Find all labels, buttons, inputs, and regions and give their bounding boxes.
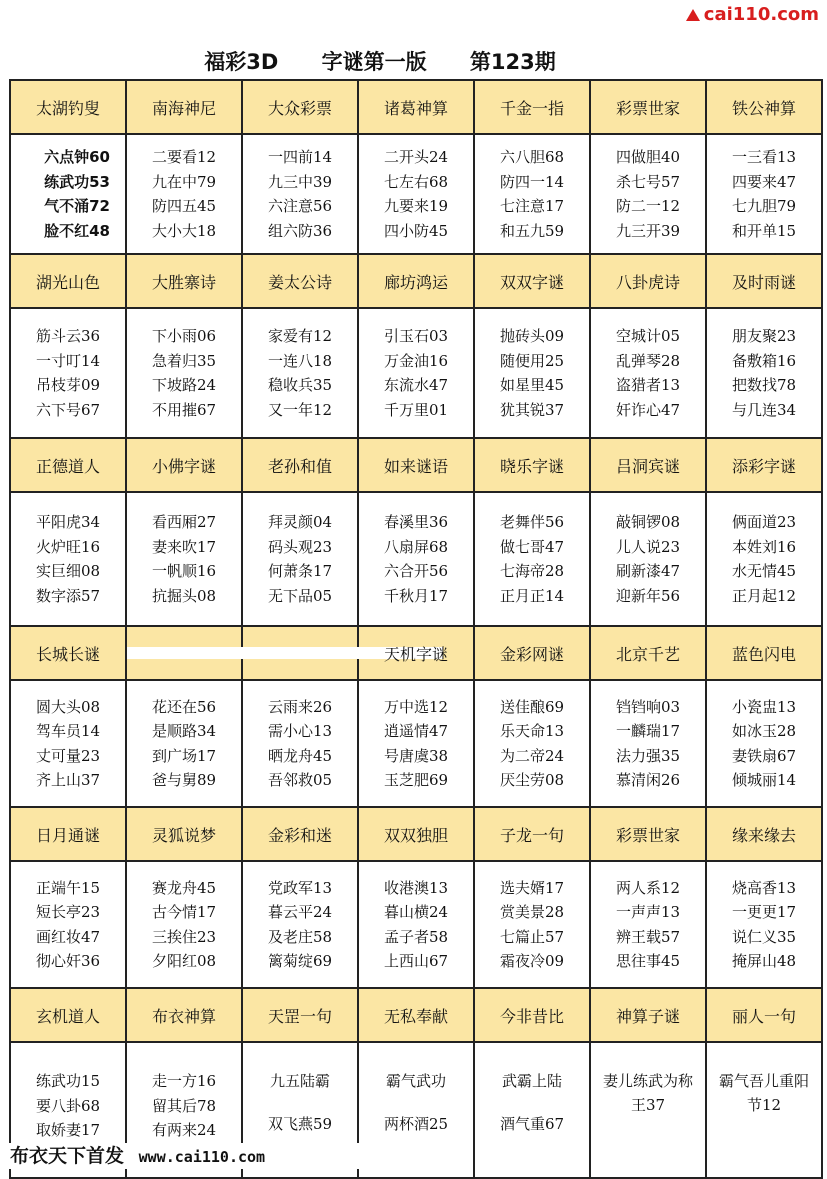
riddle-line: 玉芝肥69 — [383, 771, 449, 789]
riddle-line: 与几连34 — [731, 400, 797, 419]
riddle-line: 四要来47 — [731, 172, 797, 191]
riddle-line: 一连八18 — [267, 351, 333, 370]
riddle-cell — [706, 1042, 822, 1178]
column-header: 八卦虎诗 — [590, 254, 706, 308]
column-header: 晓乐字谜 — [474, 438, 590, 492]
riddle-cell — [474, 680, 590, 807]
riddle-cell — [474, 134, 590, 254]
column-header: 姜太公诗 — [242, 254, 358, 308]
column-header: 太湖钓叟 — [10, 80, 126, 134]
riddle-line: 七左右68 — [383, 172, 449, 191]
riddle-line: 要八卦68 — [35, 1096, 101, 1115]
riddle-line: 如冰玉28 — [731, 722, 797, 740]
riddle-cell — [590, 680, 706, 807]
riddle-line: 六八胆68 — [499, 148, 565, 166]
riddle-cell — [242, 492, 358, 626]
spacer — [359, 1094, 473, 1112]
riddle-line: 花还在56 — [151, 697, 217, 716]
title-edition: 字谜第一版 — [321, 50, 427, 74]
riddle-line: 为二帝24 — [499, 746, 565, 765]
riddle-line: 四小防45 — [383, 221, 449, 240]
riddle-cell — [10, 492, 126, 626]
riddle-line: 防二一12 — [615, 197, 681, 215]
riddle-line: 齐上山37 — [35, 771, 101, 789]
riddle-line: 篱菊绽69 — [267, 952, 333, 970]
riddle-cell — [126, 308, 242, 438]
riddle-line: 引玉石03 — [383, 327, 449, 345]
riddle-line: 看西厢27 — [151, 513, 217, 531]
riddle-line: 老舞伴56 — [499, 513, 565, 531]
spacer — [243, 1094, 357, 1112]
column-header: 蓝色闪电 — [706, 626, 822, 680]
column-header: 千金一指 — [474, 80, 590, 134]
column-header: 吕洞宾谜 — [590, 438, 706, 492]
riddle-cell — [358, 1042, 474, 1178]
riddle-line: 实巨细08 — [35, 562, 101, 580]
riddle-cell — [126, 680, 242, 807]
riddle-line: 奸诈心47 — [615, 400, 681, 419]
riddle-cell — [242, 680, 358, 807]
column-header: 子龙一句 — [474, 807, 590, 861]
riddle-line: 筋斗云36 — [35, 327, 101, 345]
column-header: 大胜寨诗 — [126, 254, 242, 308]
column-header: 大众彩票 — [242, 80, 358, 134]
riddle-line: 把数找78 — [731, 376, 797, 394]
riddle-line: 迎新年56 — [615, 586, 681, 605]
riddle-line: 组六防36 — [267, 221, 333, 240]
column-header: 布衣神算 — [126, 988, 242, 1042]
riddle-line: 杀七号57 — [615, 172, 681, 191]
riddle-line: 敲铜锣08 — [615, 513, 681, 531]
riddle-line: 抛砖头09 — [499, 327, 565, 345]
riddle-line: 辨王载57 — [615, 927, 681, 946]
body-row — [10, 308, 822, 438]
riddle-line: 脸不红48 — [44, 221, 110, 240]
riddle-line: 爸与舅89 — [151, 771, 217, 789]
riddle-line: 朋友聚23 — [731, 327, 797, 345]
riddle-line: 防四五45 — [151, 197, 217, 215]
riddle-cell — [126, 134, 242, 254]
riddle-line: 烧高香13 — [731, 878, 797, 897]
riddle-line: 下小雨06 — [151, 327, 217, 345]
column-header: 小佛字谜 — [126, 438, 242, 492]
riddle-cell — [474, 1042, 590, 1178]
riddle-line: 需小心13 — [267, 722, 333, 740]
riddle-line: 霸气吾儿重阳节12 — [718, 1072, 809, 1114]
column-header: 及时雨谜 — [706, 254, 822, 308]
riddle-line: 一声声13 — [615, 903, 681, 921]
riddle-line: 孟子者58 — [383, 927, 449, 946]
riddle-line: 七注意17 — [499, 197, 565, 215]
riddle-cell — [706, 308, 822, 438]
riddle-line: 急着归35 — [151, 351, 217, 370]
column-header: 彩票世家 — [590, 80, 706, 134]
column-header: 金彩和迷 — [242, 807, 358, 861]
riddle-line: 六点钟60 — [44, 148, 110, 166]
riddle-line: 思往事45 — [615, 952, 681, 970]
riddle-line: 万金油16 — [383, 351, 449, 370]
riddle-line: 一更更17 — [731, 903, 797, 921]
riddle-line: 妻铁扇67 — [731, 746, 797, 765]
riddle-line: 万中选12 — [383, 697, 449, 716]
riddle-line: 正端午15 — [35, 878, 101, 897]
page-title — [0, 46, 760, 76]
riddle-line: 正月起12 — [731, 586, 797, 605]
riddle-line: 何萧条17 — [267, 562, 333, 580]
riddle-cell — [590, 1042, 706, 1178]
column-header — [242, 626, 358, 680]
column-header: 双双独胆 — [358, 807, 474, 861]
riddle-line: 一麟瑞17 — [615, 722, 681, 740]
riddle-cell — [242, 134, 358, 254]
riddle-line: 妻来吹17 — [151, 537, 217, 556]
column-header: 天罡一句 — [242, 988, 358, 1042]
riddle-line: 酒气重67 — [499, 1114, 565, 1133]
riddle-line: 九三中39 — [267, 172, 333, 191]
riddle-line: 东流水47 — [383, 376, 449, 394]
header-row — [10, 254, 822, 308]
riddle-cell — [358, 134, 474, 254]
column-header: 日月通谜 — [10, 807, 126, 861]
riddle-cell — [358, 680, 474, 807]
logo-mark-icon — [686, 9, 700, 21]
riddle-line: 六下号67 — [35, 400, 101, 419]
body-row — [10, 134, 822, 254]
riddle-line: 抗掘头08 — [151, 586, 217, 605]
riddle-line: 空城计05 — [615, 327, 681, 345]
riddle-line: 吾邻救05 — [267, 771, 333, 789]
logo-text: cai110.com — [703, 4, 819, 25]
riddle-line: 霜夜冷09 — [499, 952, 565, 970]
riddle-line: 家爱有12 — [267, 327, 333, 345]
riddle-line: 说仁义35 — [731, 927, 797, 946]
riddle-cell — [10, 861, 126, 988]
riddle-line: 驾车员14 — [35, 722, 101, 740]
riddle-line: 练武功53 — [44, 172, 110, 191]
riddle-line: 练武功15 — [35, 1072, 101, 1090]
riddle-line: 晒龙舟45 — [267, 746, 333, 765]
column-header: 神算子谜 — [590, 988, 706, 1042]
riddle-cell — [706, 134, 822, 254]
riddle-cell — [590, 492, 706, 626]
riddle-line: 厌尘劳08 — [499, 771, 565, 789]
column-header: 湖光山色 — [10, 254, 126, 308]
column-header: 天机字谜 — [358, 626, 474, 680]
riddle-cell — [10, 680, 126, 807]
riddle-line: 慕清闲26 — [615, 771, 681, 789]
riddle-cell — [358, 492, 474, 626]
riddle-line: 随便用25 — [499, 351, 565, 370]
riddle-cell — [474, 861, 590, 988]
riddle-line: 码头观23 — [267, 537, 333, 556]
riddle-line: 俩面道23 — [731, 513, 797, 531]
riddle-cell — [706, 680, 822, 807]
footer-text: 布衣天下首发 — [10, 1145, 125, 1167]
riddle-line: 及老庄58 — [267, 927, 333, 946]
riddle-line: 如星里45 — [499, 376, 565, 394]
column-header: 长城长谜 — [10, 626, 126, 680]
riddle-cell — [10, 134, 126, 254]
riddle-line: 霸气武功 — [385, 1072, 446, 1090]
riddle-line: 数字添57 — [35, 586, 101, 605]
column-header: 灵狐说梦 — [126, 807, 242, 861]
column-header: 南海神尼 — [126, 80, 242, 134]
riddle-line: 一帆顺16 — [151, 562, 217, 580]
column-header: 北京千艺 — [590, 626, 706, 680]
riddle-cell — [10, 308, 126, 438]
column-header: 今非昔比 — [474, 988, 590, 1042]
riddle-line: 小瓷盅13 — [731, 697, 797, 716]
riddle-line: 送佳酿69 — [499, 697, 565, 716]
riddle-line: 乱弹琴28 — [615, 351, 681, 370]
riddle-line: 又一年12 — [267, 400, 333, 419]
site-logo[interactable] — [686, 4, 819, 25]
riddle-line: 一三看13 — [731, 148, 797, 166]
riddle-cell — [590, 861, 706, 988]
riddle-line: 短长亭23 — [35, 903, 101, 921]
riddle-line: 收港澳13 — [383, 878, 449, 897]
riddle-line: 一四前14 — [267, 148, 333, 166]
riddle-line: 画红妆47 — [35, 927, 101, 946]
column-header: 玄机道人 — [10, 988, 126, 1042]
riddle-line: 掩屏山48 — [731, 952, 797, 970]
riddle-line: 暮山横24 — [383, 903, 449, 921]
riddle-line: 古今情17 — [151, 903, 217, 921]
riddle-line: 赛龙舟45 — [151, 878, 217, 897]
title-lottery: 福彩3D — [204, 50, 279, 74]
riddle-line: 上西山67 — [383, 952, 449, 970]
riddle-line: 盗猎者13 — [615, 376, 681, 394]
riddle-line: 犹其锐37 — [499, 400, 565, 419]
riddle-line: 四做胆40 — [615, 148, 681, 166]
riddle-line: 春溪里36 — [383, 513, 449, 531]
riddle-line: 气不涌72 — [44, 197, 110, 215]
riddle-line: 不用摧67 — [151, 400, 217, 419]
riddle-line: 赏美景28 — [499, 903, 565, 921]
riddle-line: 走一方16 — [151, 1072, 217, 1090]
riddle-line: 儿人说23 — [615, 537, 681, 556]
column-header: 如来谜语 — [358, 438, 474, 492]
riddle-line: 圆大头08 — [35, 697, 101, 716]
riddle-line: 是顺路34 — [151, 722, 217, 740]
riddle-line: 六注意56 — [267, 197, 333, 215]
footer — [0, 1143, 370, 1169]
riddle-line: 本姓刘16 — [731, 537, 797, 556]
column-header: 双双字谜 — [474, 254, 590, 308]
riddle-line: 千万里01 — [383, 400, 449, 419]
riddle-cell — [590, 308, 706, 438]
column-header: 廊坊鸿运 — [358, 254, 474, 308]
riddle-line: 九要来19 — [383, 197, 449, 215]
riddle-line: 两人系12 — [615, 878, 681, 897]
header-row — [10, 80, 822, 134]
column-header: 无私奉献 — [358, 988, 474, 1042]
riddle-table — [9, 79, 823, 1179]
riddle-line: 逍遥情47 — [383, 722, 449, 740]
riddle-cell — [474, 308, 590, 438]
riddle-cell — [706, 492, 822, 626]
header-row — [10, 807, 822, 861]
riddle-line: 拜灵颜04 — [267, 513, 333, 531]
body-row — [10, 861, 822, 988]
riddle-line: 夕阳红08 — [151, 952, 217, 970]
riddle-line: 八扇屏68 — [383, 537, 449, 556]
riddle-line: 无下品05 — [267, 586, 333, 605]
column-header: 铁公神算 — [706, 80, 822, 134]
riddle-line: 法力强35 — [615, 746, 681, 765]
riddle-line: 平阳虎34 — [35, 513, 101, 531]
riddle-line: 两杯酒25 — [383, 1114, 449, 1133]
column-header: 彩票世家 — [590, 807, 706, 861]
riddle-line: 彻心奸36 — [35, 952, 101, 970]
riddle-line: 刷新漆47 — [615, 562, 681, 580]
riddle-line: 铛铛响03 — [615, 697, 681, 716]
riddle-cell — [706, 861, 822, 988]
riddle-line: 吊枝芽09 — [35, 376, 101, 394]
riddle-cell — [358, 861, 474, 988]
column-header: 诸葛神算 — [358, 80, 474, 134]
column-header: 丽人一句 — [706, 988, 822, 1042]
spacer — [475, 1094, 589, 1112]
riddle-line: 党政军13 — [267, 878, 333, 897]
riddle-line: 选夫婿17 — [499, 878, 565, 897]
riddle-line: 妻儿练武为称王37 — [602, 1072, 693, 1114]
riddle-line: 云雨来26 — [267, 697, 333, 716]
riddle-line: 稳收兵35 — [267, 376, 333, 394]
riddle-line: 千秋月17 — [383, 586, 449, 605]
body-row — [10, 492, 822, 626]
riddle-cell — [126, 492, 242, 626]
riddle-line: 武霸上陆 — [501, 1072, 562, 1090]
riddle-line: 水无情45 — [731, 562, 797, 580]
riddle-line: 乐天命13 — [499, 722, 565, 740]
riddle-line: 二要看12 — [151, 148, 217, 166]
title-issue: 第123期 — [469, 50, 556, 74]
riddle-line: 倾城丽14 — [731, 771, 797, 789]
column-header: 金彩网谜 — [474, 626, 590, 680]
riddle-cell — [474, 492, 590, 626]
header-row — [10, 438, 822, 492]
riddle-line: 正月正14 — [499, 586, 565, 605]
riddle-line: 暮云平24 — [267, 903, 333, 921]
riddle-line: 备敷箱16 — [731, 351, 797, 370]
riddle-line: 和开单15 — [731, 221, 797, 240]
riddle-line: 到广场17 — [151, 746, 217, 765]
riddle-line: 取娇妻17 — [35, 1121, 101, 1139]
riddle-line: 六合开56 — [383, 562, 449, 580]
column-header: 老孙和值 — [242, 438, 358, 492]
column-header: 正德道人 — [10, 438, 126, 492]
riddle-line: 大小大18 — [151, 221, 217, 240]
riddle-line: 号唐虞38 — [383, 746, 449, 765]
riddle-line: 下坡路24 — [151, 376, 217, 394]
column-header: 缘来缘去 — [706, 807, 822, 861]
riddle-line: 一寸叮14 — [35, 351, 101, 370]
riddle-line: 做七哥47 — [499, 537, 565, 556]
riddle-line: 丈可量23 — [35, 746, 101, 765]
column-header — [126, 626, 242, 680]
riddle-cell — [358, 308, 474, 438]
riddle-line: 七海帝28 — [499, 562, 565, 580]
header-row — [10, 988, 822, 1042]
riddle-line: 七篇止57 — [499, 927, 565, 946]
riddle-line: 九在中79 — [151, 172, 217, 191]
riddle-line: 火炉旺16 — [35, 537, 101, 556]
riddle-cell — [126, 861, 242, 988]
riddle-line: 二开头24 — [383, 148, 449, 166]
riddle-line: 留其后78 — [151, 1096, 217, 1115]
riddle-line: 防四一14 — [499, 172, 565, 191]
column-header: 添彩字谜 — [706, 438, 822, 492]
riddle-line: 有两来24 — [151, 1121, 217, 1139]
riddle-cell — [590, 134, 706, 254]
body-row — [10, 680, 822, 807]
footer-url[interactable]: www.cai110.com — [138, 1148, 266, 1166]
riddle-line: 和五九59 — [499, 221, 565, 240]
riddle-cell — [242, 308, 358, 438]
riddle-cell — [242, 861, 358, 988]
header-row — [10, 626, 822, 680]
riddle-line: 九五陆霸 — [269, 1072, 330, 1090]
riddle-line: 七九胆79 — [731, 197, 797, 215]
riddle-line: 双飞燕59 — [267, 1114, 333, 1133]
riddle-line: 九三开39 — [615, 221, 681, 240]
riddle-line: 三挨住23 — [151, 927, 217, 946]
